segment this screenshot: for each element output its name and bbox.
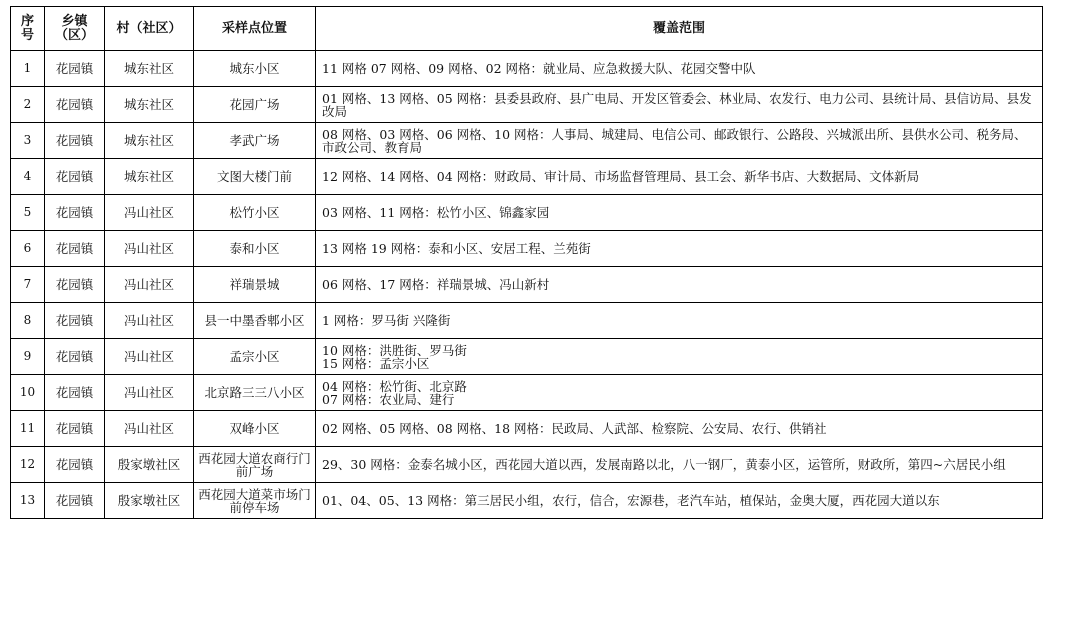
cell-location: 祥瑞景城 xyxy=(194,267,316,303)
cell-village: 冯山社区 xyxy=(105,375,194,411)
cell-town: 花园镇 xyxy=(45,51,105,87)
table-row xyxy=(11,159,1043,195)
cell-village: 城东社区 xyxy=(105,51,194,87)
cell-seq: 7 xyxy=(11,267,45,303)
cell-location: 双峰小区 xyxy=(194,411,316,447)
table-row xyxy=(11,411,1043,447)
header-coverage: 覆盖范围 xyxy=(316,7,1043,51)
cell-town: 花园镇 xyxy=(45,375,105,411)
cell-coverage xyxy=(316,375,1043,411)
table-row xyxy=(11,447,1043,483)
cell-location: 文图大楼门前 xyxy=(194,159,316,195)
cell-location: 松竹小区 xyxy=(194,195,316,231)
table-body xyxy=(11,51,1043,519)
cell-seq: 11 xyxy=(11,411,45,447)
table-row xyxy=(11,483,1043,519)
cell-location: 城东小区 xyxy=(194,51,316,87)
cell-village: 冯山社区 xyxy=(105,411,194,447)
cell-seq: 13 xyxy=(11,483,45,519)
cell-coverage xyxy=(316,267,1043,303)
coverage-line: 01、04、05、13 网格：第三居民小组，农行，信合，宏源巷，老汽车站，植保站，金奥大厦，西花园大道以东 xyxy=(322,493,940,508)
cell-seq: 3 xyxy=(11,123,45,159)
cell-coverage xyxy=(316,231,1043,267)
cell-town: 花园镇 xyxy=(45,231,105,267)
coverage-line: 10 网格：洪胜街、罗马街 xyxy=(322,342,467,358)
cell-village: 冯山社区 xyxy=(105,339,194,375)
cell-location: 花园广场 xyxy=(194,87,316,123)
table-row xyxy=(11,375,1043,411)
coverage-line: 15 网格：孟宗小区 xyxy=(322,355,430,371)
cell-seq: 5 xyxy=(11,195,45,231)
cell-location: 孝武广场 xyxy=(194,123,316,159)
cell-coverage xyxy=(316,87,1043,123)
cell-town: 花园镇 xyxy=(45,411,105,447)
cell-town: 花园镇 xyxy=(45,123,105,159)
cell-location: 孟宗小区 xyxy=(194,339,316,375)
cell-town: 花园镇 xyxy=(45,87,105,123)
cell-town: 花园镇 xyxy=(45,447,105,483)
cell-village: 殷家墩社区 xyxy=(105,483,194,519)
cell-coverage xyxy=(316,447,1043,483)
cell-seq: 6 xyxy=(11,231,45,267)
header-location: 采样点位置 xyxy=(194,7,316,51)
sampling-table-container xyxy=(10,6,1043,519)
cell-coverage xyxy=(316,159,1043,195)
cell-seq: 10 xyxy=(11,375,45,411)
cell-location: 西花园大道菜市场门前停车场 xyxy=(194,483,316,519)
header-village: 村（社区） xyxy=(105,7,194,51)
coverage-line: 13 网格 19 网格：泰和小区、安居工程、兰苑街 xyxy=(322,241,591,256)
cell-coverage xyxy=(316,483,1043,519)
coverage-line: 03 网格、11 网格：松竹小区、锦鑫家园 xyxy=(322,205,550,220)
coverage-line: 07 网格：农业局、建行 xyxy=(322,391,455,407)
cell-town: 花园镇 xyxy=(45,303,105,339)
cell-coverage xyxy=(316,411,1043,447)
cell-village: 冯山社区 xyxy=(105,231,194,267)
table-row xyxy=(11,339,1043,375)
table-row xyxy=(11,87,1043,123)
coverage-line: 06 网格、17 网格：祥瑞景城、冯山新村 xyxy=(322,277,550,292)
table-row xyxy=(11,51,1043,87)
cell-town: 花园镇 xyxy=(45,159,105,195)
cell-village: 冯山社区 xyxy=(105,303,194,339)
cell-coverage xyxy=(316,339,1043,375)
cell-town: 花园镇 xyxy=(45,339,105,375)
cell-town: 花园镇 xyxy=(45,195,105,231)
cell-location: 泰和小区 xyxy=(194,231,316,267)
coverage-line: 1 网格：罗马街 兴隆街 xyxy=(322,313,451,328)
table-row xyxy=(11,123,1043,159)
cell-seq: 9 xyxy=(11,339,45,375)
cell-village: 殷家墩社区 xyxy=(105,447,194,483)
header-seq: 序号 xyxy=(11,7,45,51)
cell-location: 西花园大道农商行门前广场 xyxy=(194,447,316,483)
table-row xyxy=(11,303,1043,339)
table-row xyxy=(11,231,1043,267)
cell-coverage xyxy=(316,51,1043,87)
table-row xyxy=(11,195,1043,231)
cell-seq: 1 xyxy=(11,51,45,87)
table-row xyxy=(11,267,1043,303)
coverage-line: 29、30 网格：金泰名城小区，西花园大道以西，发展南路以北，八一钢厂，黄泰小区，运管所，财政所，第四~六居民小组 xyxy=(322,457,1006,472)
cell-village: 冯山社区 xyxy=(105,267,194,303)
cell-location: 县一中墨香郫小区 xyxy=(194,303,316,339)
coverage-line: 02 网格、05 网格、08 网格、18 网格：民政局、人武部、检察院、公安局、农行、供销社 xyxy=(322,421,827,436)
cell-seq: 8 xyxy=(11,303,45,339)
cell-town: 花园镇 xyxy=(45,483,105,519)
cell-seq: 2 xyxy=(11,87,45,123)
cell-village: 冯山社区 xyxy=(105,195,194,231)
coverage-line: 11 网格 07 网格、09 网格、02 网格：就业局、应急救援大队、花园交警中队 xyxy=(322,61,756,76)
coverage-line: 04 网格：松竹街、北京路 xyxy=(322,378,467,394)
header-town: 乡镇（区） xyxy=(45,7,105,51)
coverage-line: 08 网格、03 网格、06 网格、10 网格：人事局、城建局、电信公司、邮政银行、公路段、兴城派出所、县供水公司、税务局、市政公司、教育局 xyxy=(322,126,1027,155)
table-header-row xyxy=(11,7,1043,51)
coverage-line: 01 网格、13 网格、05 网格：县委县政府、县广电局、开发区管委会、林业局、农发行、电力公司、县统计局、县信访局、县发改局 xyxy=(322,90,1032,119)
sampling-points-table xyxy=(10,6,1043,519)
cell-coverage xyxy=(316,303,1043,339)
cell-village: 城东社区 xyxy=(105,159,194,195)
cell-town: 花园镇 xyxy=(45,267,105,303)
cell-location: 北京路三三八小区 xyxy=(194,375,316,411)
coverage-line: 12 网格、14 网格、04 网格：财政局、审计局、市场监督管理局、县工会、新华书店、大数据局、文体新局 xyxy=(322,169,920,184)
cell-coverage xyxy=(316,195,1043,231)
cell-village: 城东社区 xyxy=(105,123,194,159)
cell-seq: 12 xyxy=(11,447,45,483)
cell-village: 城东社区 xyxy=(105,87,194,123)
cell-coverage xyxy=(316,123,1043,159)
cell-seq: 4 xyxy=(11,159,45,195)
